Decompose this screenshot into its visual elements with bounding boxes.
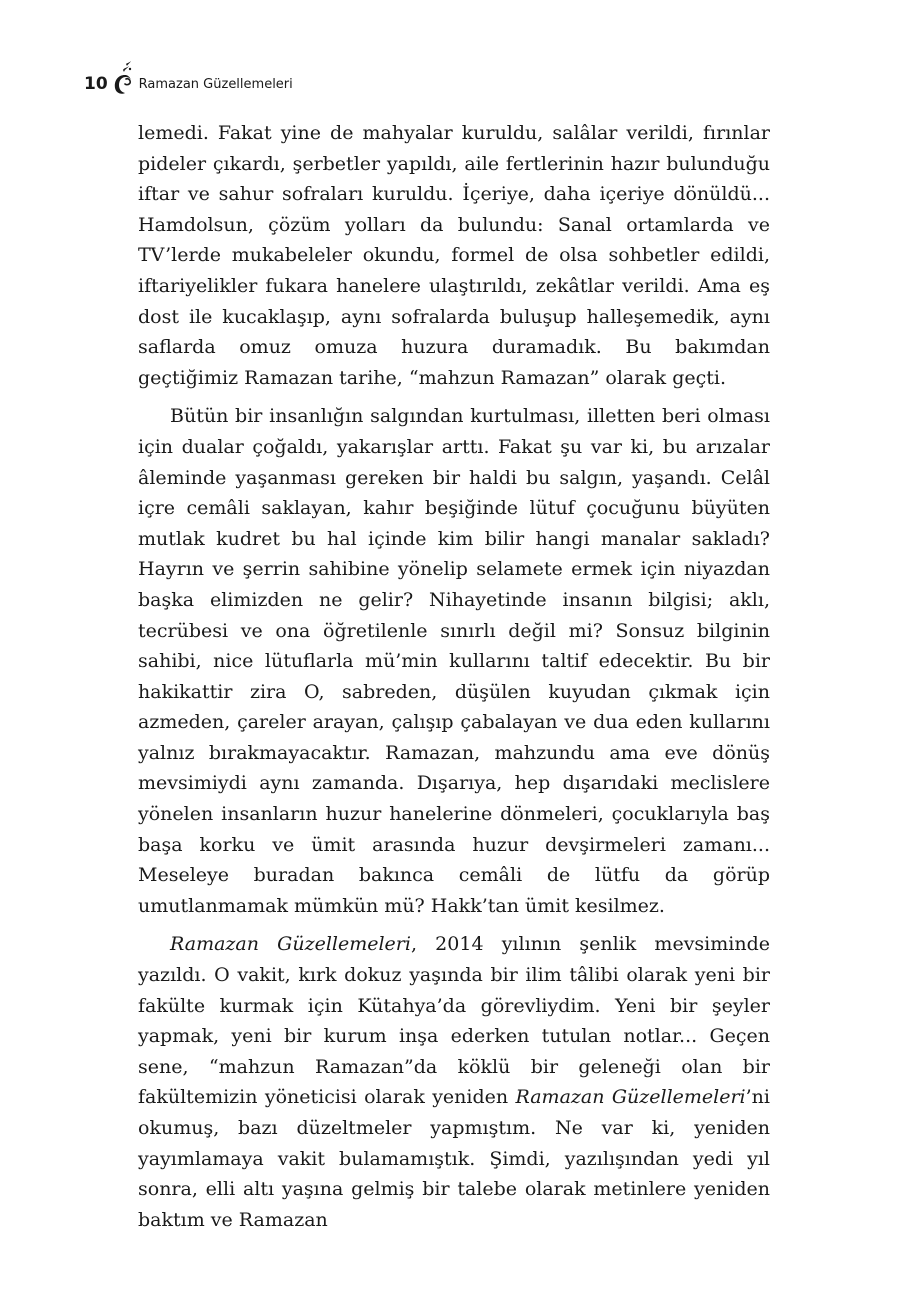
paragraph-1-text: lemedi. Fakat yine de mahyalar kuruldu, salâlar verildi, fırınlar pideler çıkardı, şerbetler yapıldı, aile fertlerinin hazır bulunduğu iftar ve sahur sofraları kuruldu. İçeriye, daha içeriye dönüldü... Hamdolsun, çözüm yolları da bulundu: Sanal ortamlarda ve TV’lerde mukabeleler okundu, formel de olsa sohbetler edildi, iftariyelikler fukara hanelere ulaştırıldı, zekâtlar verildi. Ama eş dost ile kucaklaşıp, aynı sofralarda buluşup halleşemedik, aynı saflarda omuz omuza huzura duramadık. Bu bakımdan geçtiğimiz Ramazan tarihe, “mahzun Ramazan” olarak geçti.	[138, 122, 770, 389]
paragraph-2	[138, 401, 770, 921]
page-header	[84, 58, 293, 98]
paragraph-2-text: Bütün bir insanlığın salgından kurtulması, illetten beri olması için dualar çoğaldı, yakarışlar arttı. Fakat şu var ki, bu arızalar âleminde yaşanması gereken bir haldi bu salgın, yaşandı. Celâl içre cemâli saklayan, kahır beşiğinde lütuf çocuğunu büyüten mutlak kudret bu hal içinde kim bilir hangi manalar sakladı? Hayrın ve şerrin sahibine yönelip selamete ermek için niyazdan başka elimizden ne gelir? Nihayetinde insanın bilgisi; aklı, tecrübesi ve ona öğretilenle sınırlı değil mi? Sonsuz bilginin sahibi, nice lütuflarla mü’min kullarını taltif edecektir. Bu bir hakikattir zira O, sabreden, düşülen kuyudan çıkmak için azmeden, çareler arayan, çalışıp çabalayan ve dua eden kullarını yalnız bırakmayacaktır. Ramazan, mahzundu ama eve dönüş mevsimiydi aynı zamanda. Dışarıya, hep dışarıdaki meclislere yönelen insanların huzur hanelerine dönmeleri, çocuklarıyla baş başa korku ve ümit arasında huzur devşirmeleri zamanı... Meseleye buradan bakınca cemâli de lütfu da görüp umutlanmamak mümkün mü? Hakk’tan ümit kesilmez.	[138, 405, 770, 917]
paragraph-3	[138, 929, 770, 1235]
crescent-flourish-icon	[110, 58, 136, 98]
book-title-italic: Ramazan Güzellemeleri	[170, 933, 411, 956]
body-text	[138, 118, 770, 1235]
running-title: Ramazan Güzellemeleri	[138, 76, 293, 92]
paragraph-1	[138, 118, 770, 393]
paragraph-3-text-a: , 2014 yılının şenlik mevsiminde yazıldı. O vakit, kırk dokuz yaşında bir ilim tâlibi olarak yeni bir fakülte kurmak için Kütahya’da görevliydim. Yeni bir şeyler yapmak, yeni bir kurum inşa ederken tutulan notlar... Geçen sene, “mahzun Ramazan”da köklü bir geleneği olan bir fakültemizin yöneticisi olarak yeniden	[138, 933, 770, 1109]
page-number: 10	[84, 74, 108, 94]
paragraph-3-text-b: ’ni okumuş, bazı düzeltmeler yapmıştım. Ne var ki, yeniden yayımlamaya vakit bulamamıştık. Şimdi, yazılışından yedi yıl sonra, elli altı yaşına gelmiş bir talebe olarak metinlere yeniden baktım ve Ramazan	[138, 1086, 770, 1231]
book-title-italic-2: Ramazan Güzellemeleri	[515, 1086, 746, 1109]
